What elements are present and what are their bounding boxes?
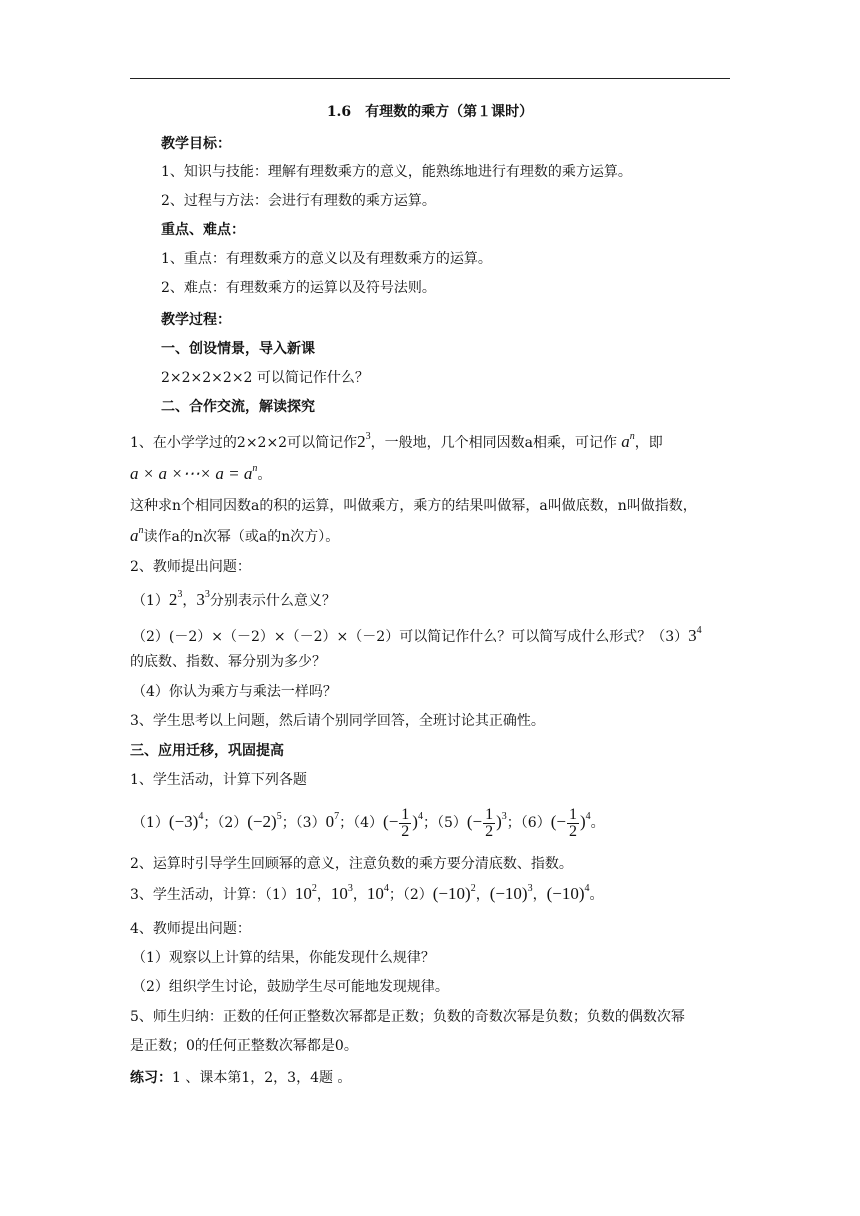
header-rule	[130, 78, 730, 79]
exercise-list: $(1)(-3)^4$；$(2)(-2)^5$；$(3)0^7$；（4）(− $\frac{1}{2}$ )$^4$；（5）(− $\frac{1}{2}$ )$^3$；（6）(− $\frac{1}{2}$ )$^4$。	[132, 805, 605, 840]
para-1: 1、在小学学过的2×2×2可以简记作$2^3$，一般地，几个相同因数a相乘，可记作 $a^n$，即	[130, 431, 663, 451]
goal-2: 2、过程与方法：会进行有理数的乘方运算。	[161, 193, 436, 209]
para-2-line-1: 这种求n个相同因数a的积的运算，叫做乘方，乘方的结果叫做幂，a叫做底数，n叫做指数，	[130, 498, 697, 514]
question-4: （4）你认为乘方与乘法一样吗？	[132, 684, 337, 700]
para-1-formula: a × a ×⋯× $a = a^n$。	[130, 463, 272, 483]
activity-1: 1、学生活动，计算下列各题	[130, 772, 307, 788]
para-2-line-2: $a^n$读作a的n次幂（或a的n次方）。	[130, 525, 340, 545]
activity-3: 3、学生活动，计算：$(1)10^2$，$10^3$，$10^4$；$(2)(-10)^2$，$(-10)^3$，$(-10)^4$。	[130, 883, 604, 903]
question-3-cont: 的底数、指数、幂分别为多少？	[130, 654, 326, 670]
key-heading: 重点、难点：	[161, 222, 245, 238]
key-point-1: 1、重点：有理数乘方的意义以及有理数乘方的运算。	[161, 251, 492, 267]
activity-4: 4、教师提出问题：	[130, 921, 251, 937]
section-1-heading: 一、创设情景，导入新课	[161, 341, 315, 357]
summary-line-1: 5、师生归纳：正数的任何正整数次幂都是正数；负数的奇数次幂是负数；负数的偶数次幂	[130, 1009, 685, 1025]
expr-a-n: $a^n$	[616, 431, 635, 451]
think-discuss: 3、学生思考以上问题，然后请个别同学回答，全班讨论其正确性。	[130, 713, 545, 729]
goals-heading: 教学目标：	[161, 136, 231, 152]
practice: 练习：1 、课本第1，2，3，4题 。	[130, 1070, 352, 1086]
section-3-heading: 三、应用迁移，巩固提高	[130, 743, 284, 759]
page-title: 1.6 有理数的乘方（第１课时）	[326, 104, 534, 120]
question-1: $(1)2^3$，$3^3$分别表示什么意义？	[132, 589, 336, 609]
process-heading: 教学过程：	[161, 312, 231, 328]
activity-4-q1: （1）观察以上计算的结果，你能发现什么规律？	[132, 950, 435, 966]
teacher-questions-heading: 2、教师提出问题：	[130, 559, 251, 575]
expr-2-cubed: $2^3$	[357, 431, 371, 451]
goal-1: 1、知识与技能：理解有理数乘方的意义，能熟练地进行有理数的乘方运算。	[161, 164, 632, 180]
summary-line-2: 是正数；0的任何正整数次幂都是0。	[130, 1038, 358, 1054]
question-2-3: （2）(－2）×（－2）×（－2）×（－2）可以简记作什么？可以简写成什么形式？$(3)3^4$	[132, 625, 702, 645]
key-point-2: 2、难点：有理数乘方的运算以及符号法则。	[161, 280, 436, 296]
activity-4-q2: （2）组织学生讨论，鼓励学生尽可能地发现规律。	[132, 979, 449, 995]
section-1-question: 2×2×2×2×2 可以简记作什么？	[161, 370, 369, 386]
activity-2: 2、运算时引导学生回顾幂的意义，注意负数的乘方要分清底数、指数。	[130, 856, 573, 872]
section-2-heading: 二、合作交流，解读探究	[161, 399, 315, 415]
